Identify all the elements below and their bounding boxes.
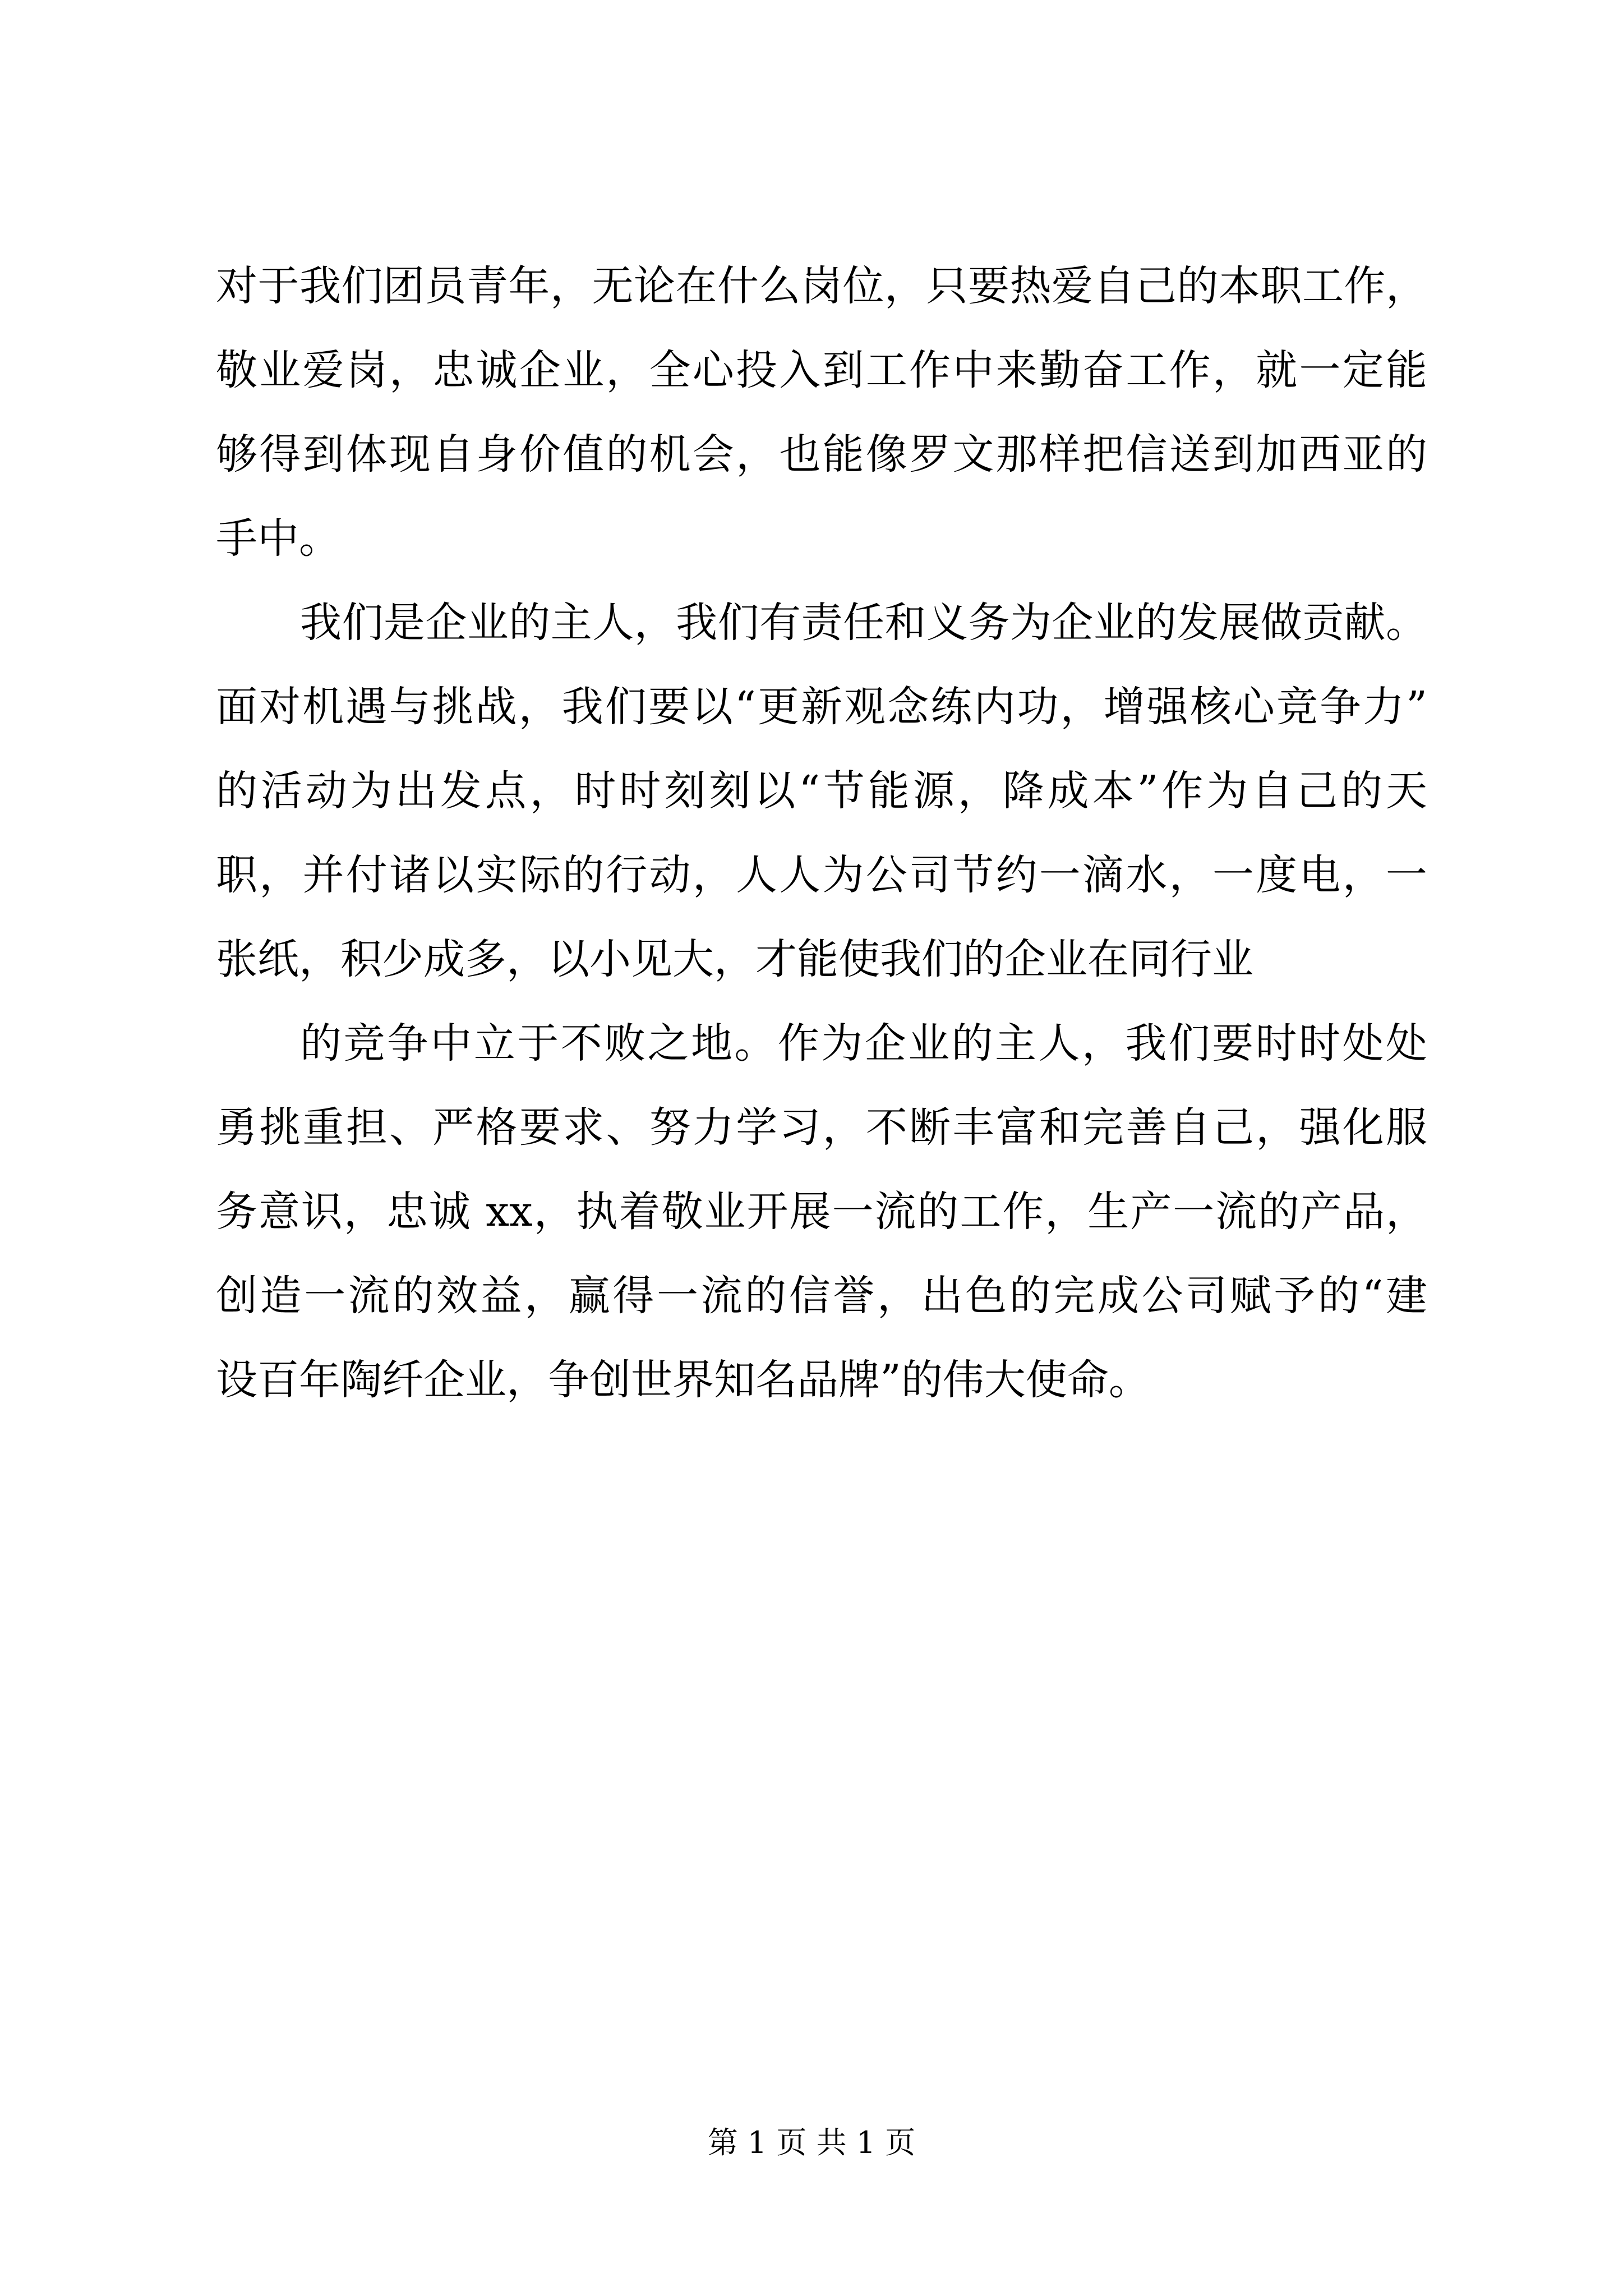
text-line: 敬业爱岗，忠诚企业，全心投入到工作中来勤奋工作，就一定能 <box>216 346 1427 394</box>
text-line: 的活动为出发点，时时刻刻以“节能源，降成本”作为自己的天 <box>216 767 1427 815</box>
text-line: 够得到体现自身价值的机会，也能像罗文那样把信送到加西亚的 <box>216 430 1427 478</box>
document-body <box>216 244 1427 1422</box>
text-line: 手中。 <box>216 514 340 563</box>
text-line: 设百年陶纤企业，争创世界知名品牌”的伟大使命。 <box>216 1356 1150 1404</box>
text-line: 张纸，积少成多，以小见大，才能使我们的企业在同行业 <box>216 935 1253 983</box>
text-line: 对于我们团员青年，无论在什么岗位，只要热爱自己的本职工作， <box>216 262 1427 310</box>
page-footer: 第 1 页 共 1 页 <box>707 2125 916 2160</box>
text-line: 创造一流的效益，赢得一流的信誉，出色的完成公司赋予的“建 <box>216 1272 1427 1320</box>
text-line: 勇挑重担、严格要求、努力学习，不断丰富和完善自己，强化服 <box>216 1103 1427 1152</box>
text-line: 职，并付诸以实际的行动，人人为公司节约一滴水，一度电，一 <box>216 851 1427 899</box>
text-line: 面对机遇与挑战，我们要以“更新观念练内功，增强核心竞争力” <box>216 683 1427 731</box>
text-line: 务意识，忠诚 xx，执着敬业开展一流的工作，生产一流的产品， <box>216 1188 1427 1236</box>
text-line: 我们是企业的主人，我们有责任和义务为企业的发展做贡献。 <box>300 599 1427 647</box>
text-line: 的竞争中立于不败之地。作为企业的主人，我们要时时处处 <box>300 1019 1427 1068</box>
